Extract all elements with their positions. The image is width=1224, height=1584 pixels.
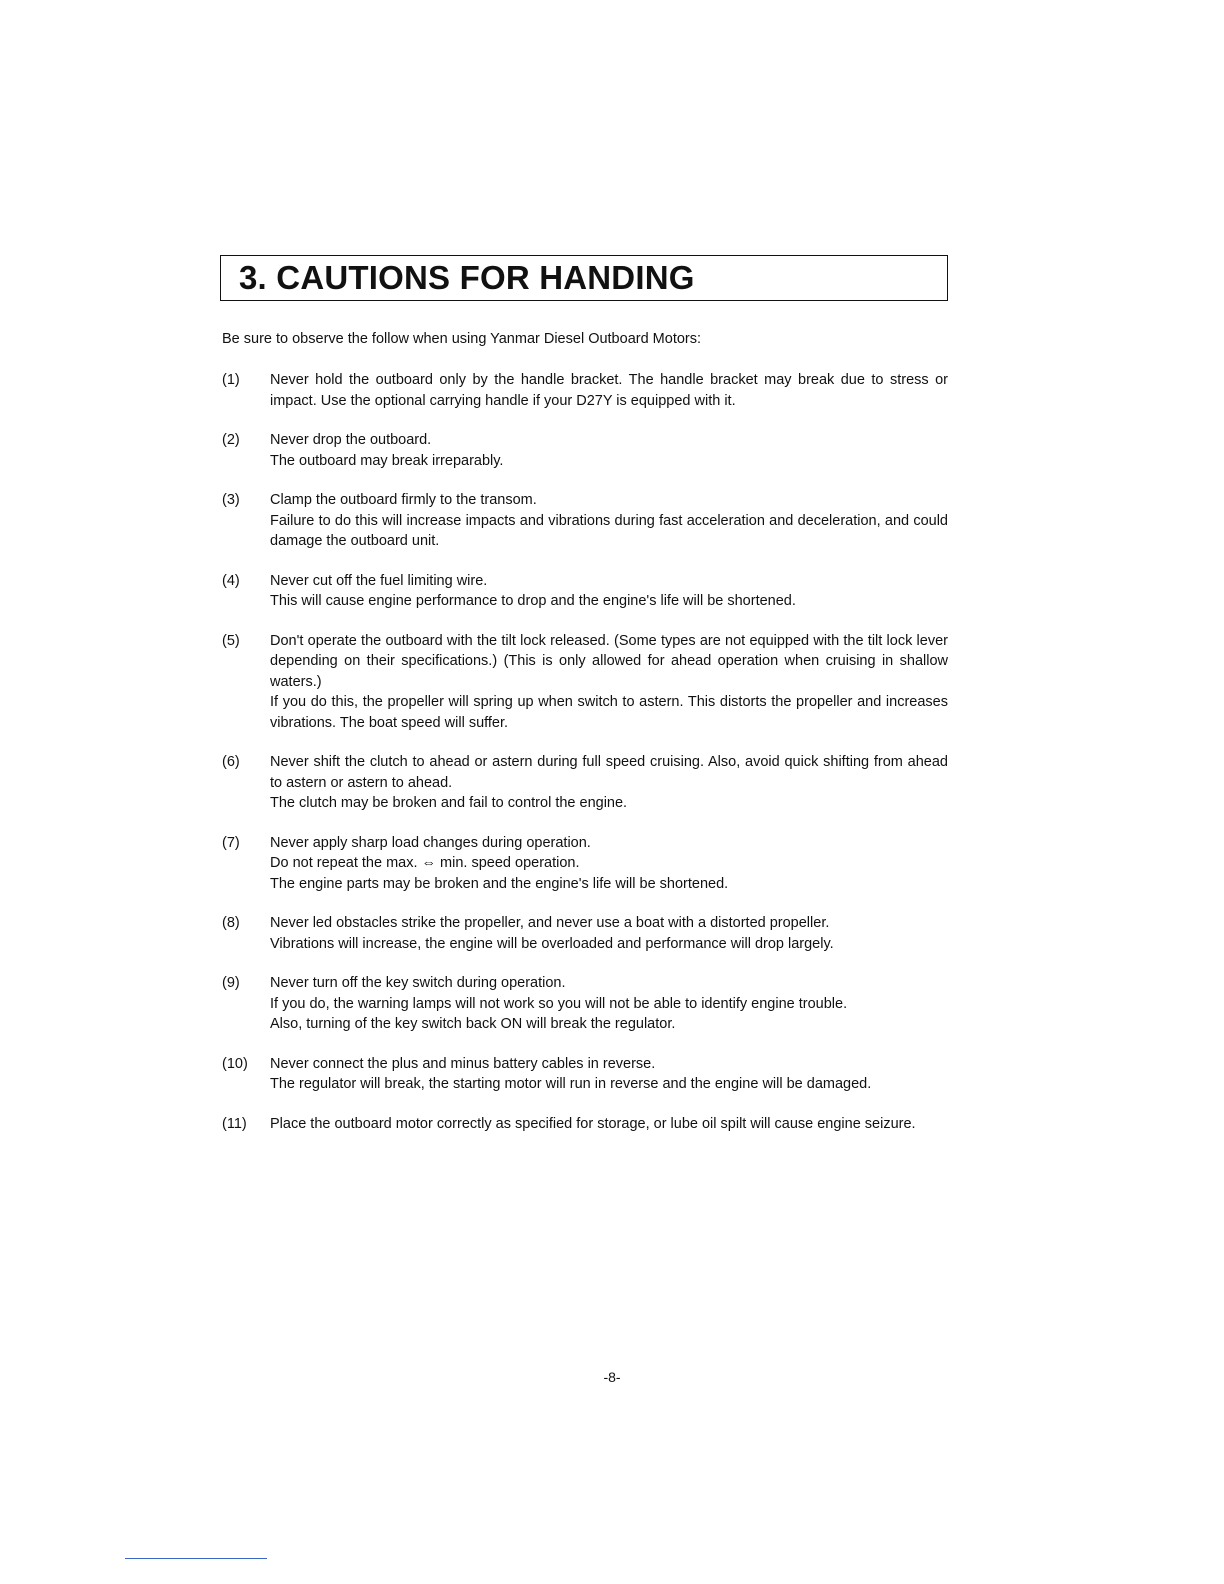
caution-item-number: (8): [222, 915, 240, 931]
caution-item-text: Never led obstacles strike the propeller, and never use a boat with a distorted propeller.: [270, 915, 830, 931]
caution-item-text: Never cut off the fuel limiting wire.: [270, 572, 488, 589]
caution-item-body: [270, 833, 948, 895]
intro-text: Be sure to observe the follow when using Yanmar Diesel Outboard Motors:: [222, 331, 702, 347]
caution-item-text: The engine parts may be broken and the engine's life will be shortened.: [270, 875, 729, 892]
caution-item-text: Failure to do this will increase impacts and vibrations during fast acceleration and deceleration, and could damage the outboard unit.: [270, 512, 948, 549]
caution-item-text: Never connect the plus and minus battery cables in reverse.: [270, 1055, 656, 1072]
section-title: 3. CAUTIONS FOR HANDING: [239, 259, 695, 296]
caution-item-text: Don't operate the outboard with the tilt lock released. (Some types are not equipped with the tilt lock lever depending on their specifications.) (This is only allowed for ahead operation when cruising in shallow waters.): [270, 632, 948, 690]
caution-item: [222, 571, 948, 612]
caution-item: [222, 370, 948, 411]
caution-item-number: (9): [222, 975, 240, 991]
caution-item-number: (2): [222, 432, 240, 448]
caution-item-text: The regulator will break, the starting motor will run in reverse and the engine will be damaged.: [270, 1076, 872, 1092]
caution-item: [222, 490, 948, 552]
caution-item-number: (6): [222, 754, 240, 770]
caution-item-number: (4): [222, 572, 240, 589]
caution-item-number: (10): [222, 1055, 248, 1072]
caution-item-body: [270, 973, 948, 1035]
caution-item: [222, 913, 948, 954]
caution-item-body: [270, 1054, 948, 1095]
caution-item-text: Vibrations will increase, the engine will be overloaded and performance will drop largely.: [270, 935, 834, 952]
caution-item-text: Never drop the outboard.: [270, 432, 432, 448]
caution-item-text: Never shift the clutch to ahead or astern during full speed cruising. Also, avoid quick shifting from ahead to astern or astern to ahead.: [270, 754, 948, 791]
caution-item-body: [270, 370, 948, 411]
caution-item-text: Place the outboard motor correctly as specified for storage, or lube oil spilt will cause engine seizure.: [270, 1115, 916, 1132]
caution-item-text: Never apply sharp load changes during operation.: [270, 834, 591, 851]
caution-item-number: (11): [222, 1115, 247, 1132]
page-number: -8-: [603, 1369, 621, 1385]
caution-item-text: If you do this, the propeller will spring up when switch to astern. This distorts the propeller and increases vibrations. The boat speed will suffer.: [270, 694, 948, 731]
caution-item-text: The clutch may be broken and fail to control the engine.: [270, 795, 628, 811]
caution-item: [222, 631, 948, 734]
caution-item-body: [270, 571, 948, 612]
caution-item-body: [270, 752, 948, 814]
caution-item-text: The outboard may break irreparably.: [270, 452, 504, 469]
caution-item-text: Never hold the outboard only by the handle bracket. The handle bracket may break due to stress or impact. Use the optional carrying handle if your D27Y is equipped with it.: [270, 372, 948, 409]
cautions-list: [222, 370, 948, 1153]
caution-item: [222, 752, 948, 814]
caution-item-text: Also, turning of the key switch back ON will break the regulator.: [270, 1016, 676, 1032]
caution-item: [222, 1114, 948, 1135]
caution-item-body: [270, 631, 948, 734]
scan-edge-line: [125, 1558, 267, 1559]
caution-item: [222, 430, 948, 471]
caution-item-text: This will cause engine performance to drop and the engine's life will be shortened.: [270, 593, 796, 609]
caution-item-body: [270, 913, 948, 954]
section-title-box: [220, 255, 948, 301]
caution-item: [222, 973, 948, 1035]
caution-item-number: (7): [222, 834, 240, 851]
caution-item-text: Clamp the outboard firmly to the transom.: [270, 492, 537, 508]
caution-item-body: [270, 430, 948, 471]
caution-item-number: (1): [222, 372, 240, 388]
caution-item-number: (3): [222, 492, 240, 508]
caution-item-body: [270, 490, 948, 552]
caution-item-text: If you do, the warning lamps will not work so you will not be able to identify engine trouble.: [270, 995, 848, 1012]
caution-item-number: (5): [222, 632, 240, 649]
caution-item-text: Do not repeat the max. ⇔ min. speed operation.: [270, 855, 580, 871]
caution-item-body: [270, 1114, 948, 1135]
caution-item: [222, 833, 948, 895]
caution-item: [222, 1054, 948, 1095]
caution-item-text: Never turn off the key switch during operation.: [270, 975, 566, 991]
